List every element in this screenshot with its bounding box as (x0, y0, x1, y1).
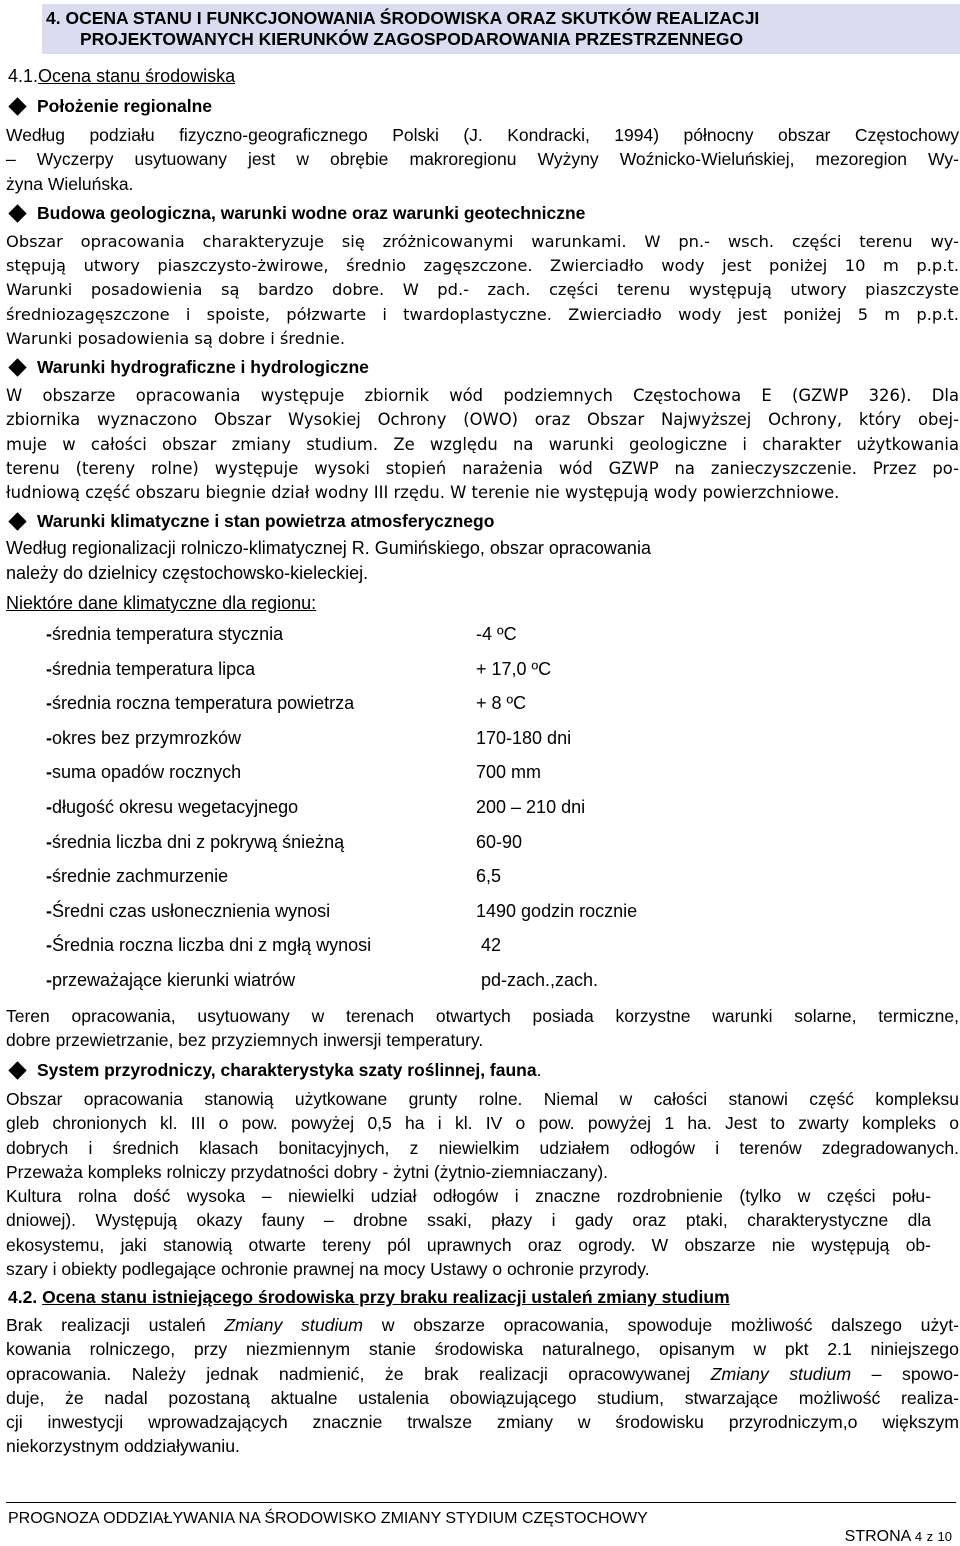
climate-data-label: -okres bez przymrozków (46, 727, 242, 748)
climate-data-row (46, 659, 746, 683)
list-dash: - (46, 900, 52, 921)
paragraph-line: Warunki posadowienia są bardzo dobre. W pd.- zach. części terenu występują utwory piaszczyste (6, 280, 959, 300)
chapter-heading (42, 4, 960, 54)
section-number: 4.1. (8, 66, 39, 86)
climate-data-row (46, 901, 746, 925)
regional-paragraph (6, 123, 959, 196)
paragraph-line: Teren opracowania, usytuowany w terenach otwartych posiada korzystne warunki solarne, termiczne, (6, 1006, 959, 1026)
nature-paragraph-1 (6, 1087, 959, 1184)
list-dash: - (46, 693, 52, 714)
climate-summary (6, 1004, 959, 1053)
paragraph-line: szary i obiekty podlegające ochronie prawnej na mocy Ustawy o ochronie przyrody. (6, 1258, 650, 1279)
list-dash: - (46, 762, 52, 783)
diamond-bullet-icon (8, 358, 26, 376)
regional-heading (8, 96, 212, 117)
climate-data-label: -długość okresu wegetacyjnego (46, 797, 299, 817)
climate-data-row (46, 728, 746, 752)
paragraph-line: – Wyczerpy usytuowany jest w obrębie makroregionu Wyżyny Woźnicko-Wieluńskiej, mezoregion Wy- (6, 149, 959, 170)
paragraph-line: kowania rolniczego, przy niezmiennym stanie środowiska naturalnego, opisanym w pkt 2.1 niniejszego (6, 1339, 959, 1360)
nature-heading-dot: . (536, 1060, 542, 1080)
climate-data-label: -średnia temperatura stycznia (46, 624, 284, 644)
climate-data-label: -przeważające kierunki wiatrów (46, 970, 296, 990)
climate-data-row (46, 693, 746, 717)
hydro-paragraph (6, 384, 959, 505)
paragraph-line: Przeważa kompleks rolniczy przydatności dobry - żytni (żytnio-ziemniaczany). (6, 1161, 609, 1182)
climate-data-value: 42 (476, 935, 502, 956)
nature-heading-text: System przyrodniczy, charakterystyka szaty roślinnej, fauna (37, 1060, 537, 1080)
climate-data-title: Niektóre dane klimatyczne dla regionu: (6, 593, 317, 613)
list-dash: - (46, 970, 52, 990)
nature-heading (8, 1060, 541, 1081)
climate-data-label: -suma opadów rocznych (46, 762, 242, 783)
climate-data-value: pd-zach.,zach. (476, 970, 599, 990)
climate-heading-text: Warunki klimatyczne i stan powietrza atmosferycznego (37, 511, 495, 531)
paragraph-line: dniowej). Występują okazy fauny – drobne ssaki, płazy i gady oraz ptaki, charakterystyczne dla (6, 1210, 931, 1231)
nature-paragraph-2 (6, 1184, 931, 1281)
paragraph-line: terenu (tereny rolne) występuje wysoki stopień narażenia wód GZWP na zanieczyszczenie. Przez po- (6, 458, 959, 478)
climate-data-value: 1490 godzin rocznie (476, 900, 638, 921)
paragraph-line: Obszar opracowania stanowią użytkowane grunty rolne. Niemal w całości stanowi część kompleksu (6, 1089, 959, 1109)
section-title: Ocena stanu istniejącego środowiska przy braku realizacji ustaleń zmiany studium (42, 1287, 730, 1307)
paragraph-line: ekosystemu, jaki stanowią otwarte tereny pól uprawnych oraz ogrody. W obszarze nie występują ob- (6, 1234, 931, 1255)
climate-data-value: 170-180 dni (476, 727, 572, 748)
geology-paragraph (6, 230, 959, 351)
list-dash: - (46, 866, 52, 887)
paragraph-line: łudniową część obszaru biegnie dział wodny III rzędu. W terenie nie występują wody powierzchniowe. (6, 483, 840, 503)
section-number: 4.2. (8, 1287, 38, 1307)
section-4-2-heading (8, 1287, 730, 1308)
section-4-2-paragraph (6, 1313, 959, 1459)
hydro-heading-text: Warunki hydrograficzne i hydrologiczne (37, 357, 369, 377)
paragraph-line: Kultura rolna dość wysoka – niewielki udział odłogów i znaczne rozdrobnienie (tylko w części połu- (6, 1186, 931, 1206)
list-dash: - (46, 831, 52, 852)
climate-data-row (46, 832, 746, 856)
section-4-1-heading (8, 66, 235, 87)
section-title: Ocena stanu środowiska (38, 66, 236, 86)
paragraph-line: Warunki posadowienia są dobre i średnie. (6, 328, 346, 348)
climate-data-row (46, 970, 746, 994)
climate-data-row (46, 762, 746, 786)
paragraph-line: duje, że nadal pozostaną aktualne ustalenia obowiązującego studium, stwarzające możliwość realiza- (6, 1387, 959, 1408)
diamond-bullet-icon (8, 512, 26, 530)
climate-heading (8, 511, 494, 532)
diamond-bullet-icon (8, 97, 26, 115)
list-dash: - (46, 797, 52, 817)
list-dash: - (46, 624, 52, 644)
footer-document-title: PROGNOZA ODDZIAŁYWANIA NA ŚRODOWISKO ZMIANY STYDIUM CZĘSTOCHOWY (8, 1510, 648, 1527)
climate-data-value: + 17,0 ºC (476, 658, 552, 679)
paragraph-line: dobrych i średnich klasach bonitacyjnych, z niewielkim udziałem odłogów i terenów zdegradowanych. (6, 1137, 959, 1158)
climate-data-row (46, 797, 746, 821)
paragraph-line: stępują utwory piaszczysto-żwirowe, średnio zagęszczone. Zwierciadło wody jest poniżej 10 m p.p.t. (6, 256, 959, 276)
paragraph-line: średniozagęszczone i spoiste, półzwarte i twardoplastyczne. Zwierciadło wody jest poniżej 5 m p.p.t. (6, 304, 959, 324)
geology-heading-text: Budowa geologiczna, warunki wodne oraz warunki geotechniczne (37, 203, 586, 223)
climate-data-value: 60-90 (476, 831, 523, 852)
climate-data-label: -średnia temperatura lipca (46, 658, 256, 679)
climate-data-value: 200 – 210 dni (476, 797, 586, 817)
chapter-title-line-2: PROJEKTOWANYCH KIERUNKÓW ZAGOSPODAROWANIA PRZESTRZENNEGO (80, 29, 744, 49)
climate-data-label: -Średnia roczna liczba dni z mgłą wynosi (46, 935, 372, 956)
climate-intro-line-1: Według regionalizacji rolniczo-klimatycznej R. Gumińskiego, obszar opracowania (6, 538, 651, 558)
regional-heading-text: Położenie regionalne (37, 96, 213, 116)
list-dash: - (46, 935, 52, 956)
chapter-title-line-1: 4. OCENA STANU I FUNKCJONOWANIA ŚRODOWISKA ORAZ SKUTKÓW REALIZACJI (46, 8, 760, 28)
climate-data-row (46, 935, 746, 959)
diamond-bullet-icon (8, 1061, 26, 1079)
list-dash: - (46, 658, 52, 679)
paragraph-line: Obszar opracowania charakteryzuje się zróżnicowanymi warunkami. W pn.- wsch. części terenu wy- (6, 232, 959, 251)
footer-page-number: STRONA 4 z 10 (844, 1528, 952, 1545)
geology-heading (8, 203, 585, 224)
footer-divider (6, 1502, 956, 1503)
climate-data-row (46, 866, 746, 890)
paragraph-line: zbiornika wyznaczono Obszar Wysokiej Ochrony (OWO) oraz Obszar Najwyższej Ochrony, który obej- (6, 410, 959, 430)
climate-data-label: -średnie zachmurzenie (46, 866, 229, 887)
paragraph-line: muje w całości obszar zmiany studium. Ze względu na warunki geologiczne i charakter użytkowania (6, 434, 959, 454)
paragraph-line: dobre przewietrzanie, bez przyziemnych inwersji temperatury. (6, 1030, 484, 1051)
paragraph-line: niekorzystnym oddziaływaniu. (6, 1436, 240, 1457)
climate-data-label: -średnia roczna temperatura powietrza (46, 693, 355, 714)
diamond-bullet-icon (8, 204, 26, 222)
climate-data-value: 6,5 (476, 866, 502, 887)
list-dash: - (46, 727, 52, 748)
climate-data-value: -4 ºC (476, 624, 517, 644)
paragraph-line: W obszarze opracowania występuje zbiornik wód podziemnych Częstochowa E (GZWP 326). Dla (6, 386, 959, 405)
climate-data-value: 700 mm (476, 762, 542, 783)
climate-data-label: -średnia liczba dni z pokrywą śnieżną (46, 831, 345, 852)
paragraph-line: Według podziału fizyczno-geograficznego Polski (J. Kondracki, 1994) północny obszar Częstochowy (6, 125, 959, 145)
climate-data-row (46, 624, 746, 648)
paragraph-line: opracowania. Należy jednak nadmienić, że brak realizacji opracowywanej Zmiany studium – spowo- (6, 1363, 959, 1384)
climate-data-value: + 8 ºC (476, 693, 527, 714)
climate-intro-line-2: należy do dzielnicy częstochowsko-kieleckiej. (6, 563, 369, 583)
climate-data-label: -Średni czas usłonecznienia wynosi (46, 900, 331, 921)
paragraph-line: Brak realizacji ustaleń Zmiany studium w obszarze opracowania, spowoduje możliwość dalszego użyt- (6, 1315, 960, 1335)
paragraph-line: żyna Wieluńska. (6, 173, 134, 194)
paragraph-line: gleb chronionych kl. III o pow. powyżej 0,5 ha i kl. IV o pow. powyżej 1 ha. Jest to zwarty kompleks o (6, 1113, 959, 1134)
paragraph-line: cji inwestycji wprowadzających znacznie trwalsze zmiany w środowisku przyrodniczym,o większym (6, 1412, 959, 1433)
hydro-heading (8, 357, 369, 378)
